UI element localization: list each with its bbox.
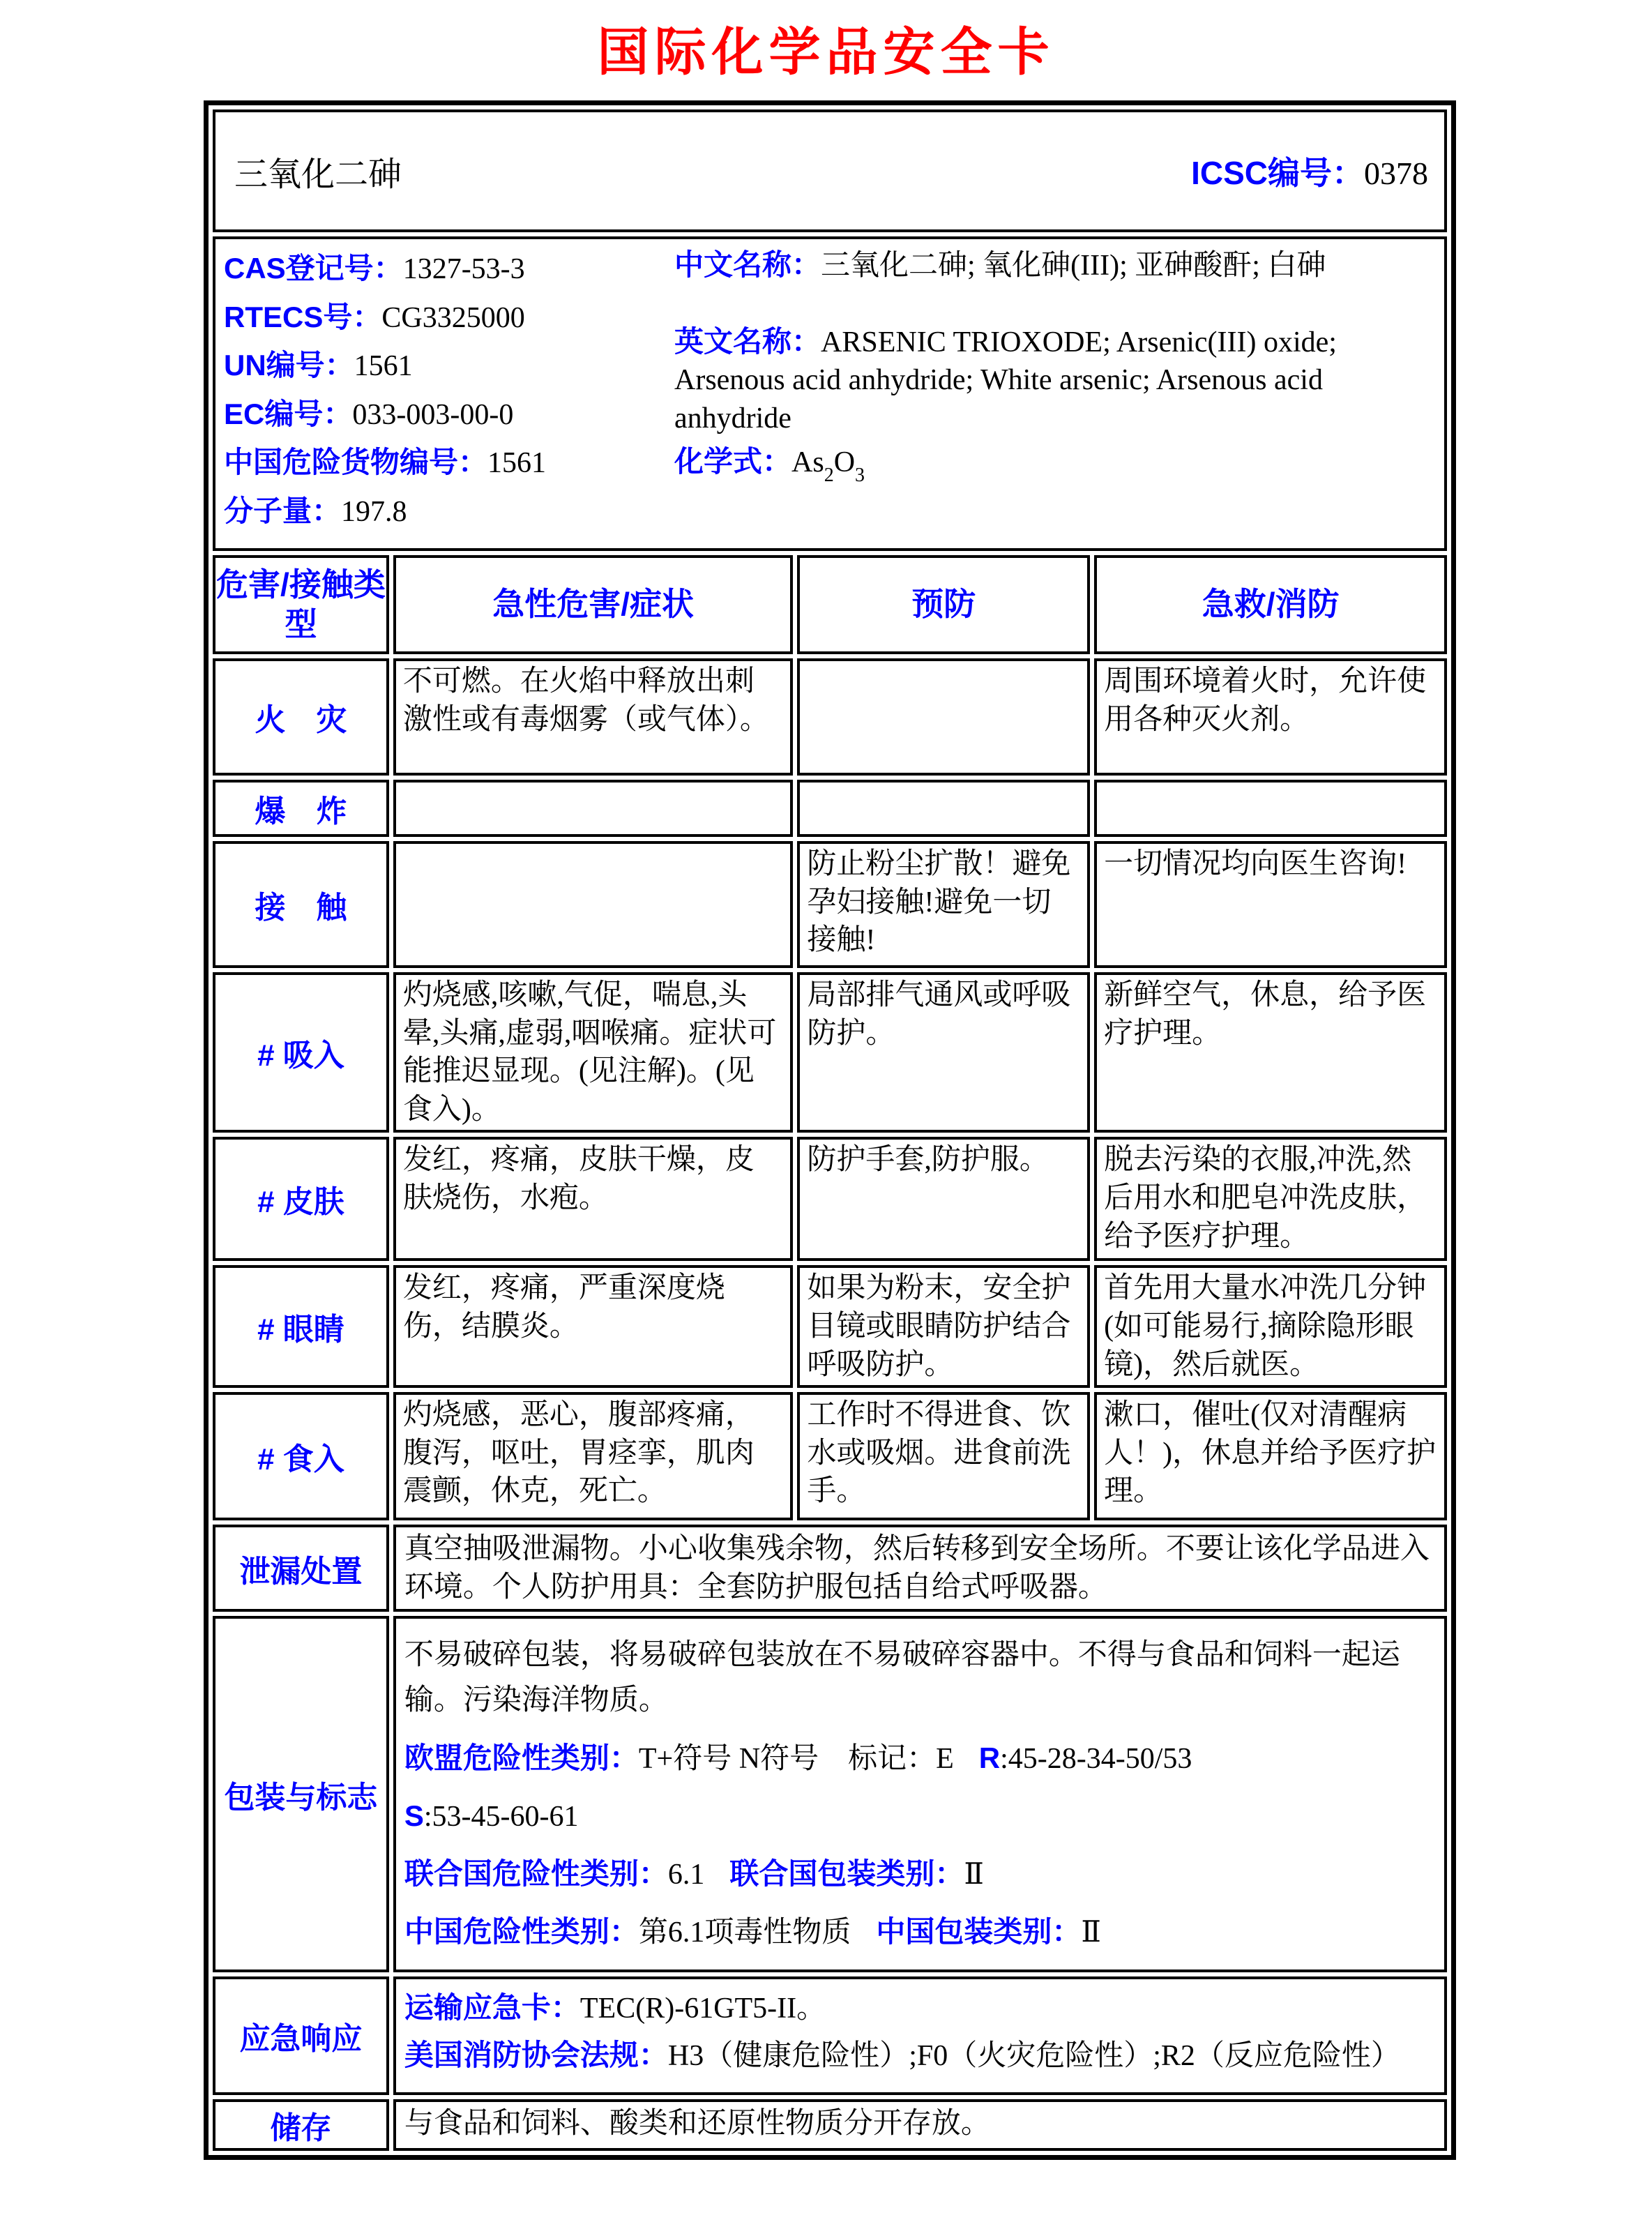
row-label-eyes: # 眼睛 [213,1265,389,1388]
icsc-document-page [0,11,1652,2215]
row-explosion [213,780,1447,837]
chinese-name-line [674,246,1439,285]
info-row [213,236,1447,551]
english-name-label: 英文名称： [674,324,821,358]
icsc-number-value: 0378 [1364,156,1428,191]
eyes-symptoms-cell: 发红，疼痛，严重深度烧伤，结膜炎。 [393,1265,794,1388]
cn-pack-value: Ⅱ [1081,1916,1101,1949]
chinese-name-label: 中文名称： [674,248,821,281]
un-number-label: UN编号： [224,349,354,381]
un-class-value: 6.1 [667,1858,705,1891]
nfpa-label: 美国消防协会法规： [404,2038,668,2071]
skin-symptoms-cell: 发红，疼痛，皮肤干燥，皮肤烧伤，水疱。 [393,1137,794,1261]
info-cell [213,236,1447,551]
ingestion-prevention-cell: 工作时不得进食、饮水或吸烟。进食前洗手。 [797,1392,1090,1520]
packaging-eu-line [404,1735,1436,1782]
row-packaging [213,1616,1447,1972]
rtecs-number [224,299,674,337]
fire-symptoms-cell: 不可燃。在火焰中释放出刺激性或有毒烟雾（或气体）。 [393,658,794,776]
eyes-prevention-cell: 如果为粉末，安全护目镜或眼睛防护结合呼吸防护。 [797,1265,1090,1388]
exposure-first-aid-cell: 一切情况均向医生咨询! [1094,841,1447,968]
col-header-hazard-type: 危害/接触类型 [213,555,389,654]
row-label-explosion: 爆 炸 [213,780,389,837]
r-phrases-label: R [978,1741,1001,1774]
s-phrases-label: S [404,1799,424,1832]
eu-class-label: 欧盟危险性类别： [404,1741,639,1774]
nfpa-value: H3（健康危险性）;F0（火灾危险性）;R2（反应危险性） [667,2039,1400,2072]
packaging-s-line [404,1793,1436,1840]
fire-prevention-cell [797,658,1090,776]
product-name: 三氧化二砷 [234,156,402,193]
safety-card [204,100,1456,2160]
packaging-cn-line [404,1909,1436,1956]
spill-text-cell: 真空抽吸泄漏物。小心收集残余物，然后转移到安全场所。不要让该化学品进入环境。个人防护用具：全套防护服包括自给式呼吸器。 [393,1525,1447,1612]
cas-number [224,250,674,288]
row-label-emergency: 应急响应 [213,1976,389,2095]
cn-class-label: 中国危险性类别： [404,1914,639,1948]
inhalation-first-aid-cell: 新鲜空气，休息，给予医疗护理。 [1094,972,1447,1133]
eyes-first-aid-cell: 首先用大量水冲洗几分钟(如可能易行,摘除隐形眼镜)，然后就医。 [1094,1265,1447,1388]
packaging-general-text: 不易破碎包装，将易破碎包装放在不易破碎容器中。不得与食品和饲料一起运输。污染海洋物质。 [404,1639,1400,1717]
emergency-cell [393,1976,1447,2095]
row-spill [213,1525,1447,1612]
row-label-inhalation: # 吸入 [213,972,389,1133]
explosion-symptoms-cell [393,780,794,837]
rtecs-number-value: CG3325000 [381,301,525,334]
ec-number [224,396,674,434]
row-label-skin: # 皮肤 [213,1137,389,1261]
row-skin [213,1137,1447,1261]
inhalation-symptoms-cell: 灼烧感,咳嗽,气促，喘息,头晕,头痛,虚弱,咽喉痛。症状可能推迟显现。(见注解)。(见食入)。 [393,972,794,1133]
china-dg-number [224,444,674,482]
card-header-cell [213,109,1447,232]
un-number-value: 1561 [354,350,413,382]
cas-number-value: 1327-53-3 [402,253,525,285]
china-dg-number-label: 中国危险货物编号： [224,446,488,478]
icsc-number [1191,148,1428,194]
row-emergency [213,1976,1447,2095]
row-storage [213,2099,1447,2151]
row-eyes [213,1265,1447,1388]
ec-number-label: EC编号： [224,397,353,430]
r-phrases-value: :45-28-34-50/53 [1000,1742,1192,1775]
row-label-packaging: 包装与标志 [213,1616,389,1972]
hazard-header-row [213,555,1447,654]
explosion-first-aid-cell [1094,780,1447,837]
row-label-spill: 泄漏处置 [213,1525,389,1612]
emergency-nfpa-line [404,2035,1436,2077]
exposure-symptoms-cell [393,841,794,968]
chinese-name-value: 三氧化二砷; 氧化砷(III); 亚砷酸酐; 白砷 [821,250,1326,282]
page-title: 国际化学品安全卡 [597,23,1055,81]
ingestion-first-aid-cell: 漱口，催吐(仅对清醒病人！)，休息并给予医疗护理。 [1094,1392,1447,1520]
icsc-number-label: ICSC编号： [1191,155,1364,191]
row-label-ingestion: # 食入 [213,1392,389,1520]
col-header-first-aid: 急救/消防 [1094,555,1447,654]
un-pack-label: 联合国包装类别： [729,1857,964,1890]
skin-prevention-cell: 防护手套,防护服。 [797,1137,1090,1261]
eu-class-value: T+符号 N符号 标记：E [638,1742,954,1775]
china-dg-number-value: 1561 [487,447,547,479]
row-fire [213,658,1447,776]
un-pack-value: Ⅱ [964,1858,984,1891]
fire-first-aid-cell: 周围环境着火时，允许使用各种灭火剂。 [1094,658,1447,776]
english-name-value: ARSENIC TRIOXODE; Arsenic(III) oxide; Arsenous acid anhydride; White arsenic; Arsenous acid anhydride [674,326,1337,434]
col-header-symptoms: 急性危害/症状 [393,555,794,654]
inhalation-prevention-cell: 局部排气通风或呼吸防护。 [797,972,1090,1133]
card-header-row [213,109,1447,232]
formula-line [674,443,1439,488]
row-exposure [213,841,1447,968]
emergency-terc-line [404,1988,1436,2029]
chemical-names [674,246,1439,541]
formula-value: $As_2O_3$ [791,446,865,487]
un-class-label: 联合国危险性类别： [404,1857,668,1890]
rtecs-number-label: RTECS号： [224,300,382,333]
molecular-weight-value: 197.8 [341,495,407,528]
explosion-prevention-cell [797,780,1090,837]
ec-number-value: 033-003-00-0 [352,398,514,431]
ingestion-symptoms-cell: 灼烧感，恶心，腹部疼痛，腹泻，呕吐，胃痉挛，肌肉震颤，休克，死亡。 [393,1392,794,1520]
molecular-weight [224,493,674,531]
english-name-line [674,323,1439,438]
cn-pack-label: 中国包装类别： [876,1914,1082,1948]
row-label-fire: 火 灾 [213,658,389,776]
skin-first-aid-cell: 脱去污染的衣服,冲洗,然后用水和肥皂冲洗皮肤，给予医疗护理。 [1094,1137,1447,1261]
cn-class-value: 第6.1项毒性物质 [638,1916,851,1949]
row-label-storage: 储存 [213,2099,389,2151]
col-header-prevention: 预防 [797,555,1090,654]
terc-value: TEC(R)-61GT5-II。 [579,1992,826,2025]
packaging-cell [393,1616,1447,1972]
terc-label: 运输应急卡： [404,1990,580,2024]
identifier-list [221,246,674,541]
s-phrases-value: :53-45-60-61 [423,1800,579,1833]
row-label-exposure: 接 触 [213,841,389,968]
exposure-prevention-cell: 防止粉尘扩散！避免孕妇接触!避免一切接触! [797,841,1090,968]
cas-number-label: CAS登记号： [224,252,403,285]
row-inhalation [213,972,1447,1133]
formula-label: 化学式： [674,445,792,478]
un-number [224,347,674,385]
row-ingestion [213,1392,1447,1520]
storage-text-cell: 与食品和饲料、酸类和还原性物质分开存放。 [393,2099,1447,2151]
molecular-weight-label: 分子量： [224,494,342,527]
packaging-un-line [404,1851,1436,1898]
